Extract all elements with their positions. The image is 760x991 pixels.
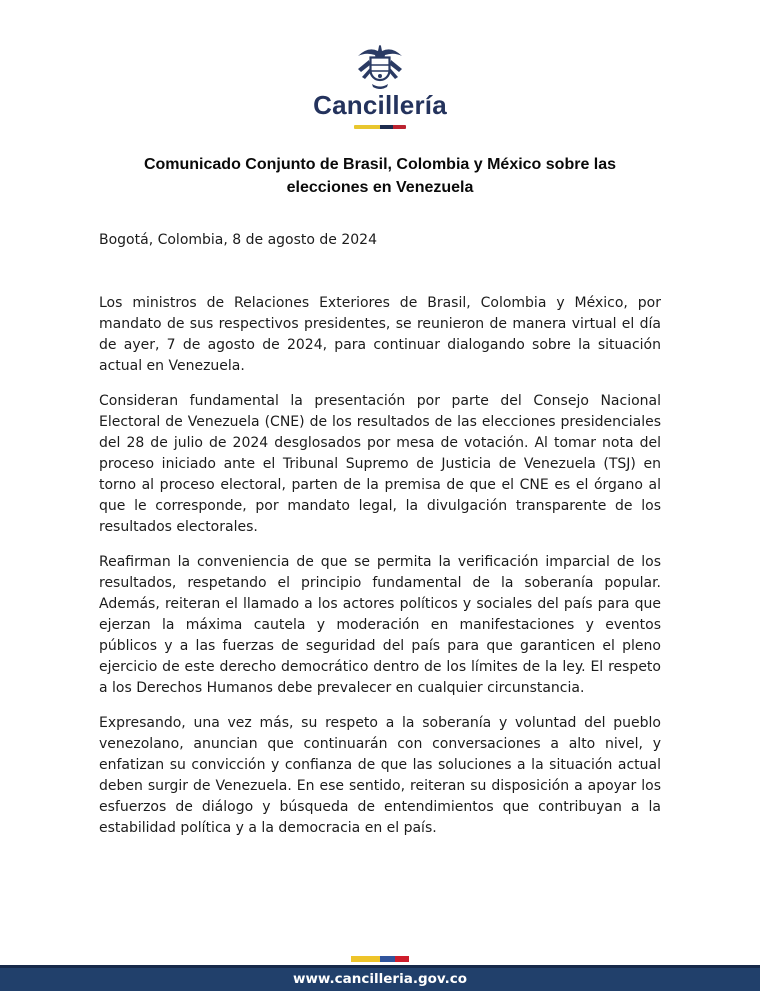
- letterhead: [0, 0, 760, 129]
- dateline: Bogotá, Colombia, 8 de agosto de 2024: [99, 232, 377, 248]
- colombia-coat-of-arms-icon: [0, 42, 760, 90]
- document-title-line2: elecciones en Venezuela: [286, 179, 474, 196]
- cancilleria-wordmark: Cancillería: [313, 90, 447, 120]
- flag-blue-segment: [380, 125, 393, 129]
- paragraph-1: Los ministros de Relaciones Exteriores de Brasil, Colombia y México, por mandato de sus respectivos presidentes, se reunieron de manera virtual el día de ayer, 7 de agosto de 2024, para continuar dialogando sobre la situación actual en Venezuela.: [99, 295, 661, 374]
- flag-red-segment: [393, 125, 406, 129]
- paragraph-3: Reafirman la conveniencia de que se permita la verificación imparcial de los resultados, respetando el principio fundamental de la soberanía popular. Además, reiteran el llamado a los actores políticos y sociales del país para que ejerzan la máxima cautela y moderación en manifestaciones y eventos públicos y a las fuerzas de seguridad del país para que garanticen el pleno ejercicio de este derecho democrático dentro de los límites de la ley. El respeto a los Derechos Humanos debe prevalecer en cualquier circunstancia.: [99, 554, 661, 696]
- flag-red-segment: [395, 956, 410, 962]
- colombia-flag-bar: [351, 956, 409, 962]
- website-url: www.cancilleria.gov.co: [292, 971, 467, 987]
- flag-blue-segment: [380, 956, 395, 962]
- flag-yellow-segment: [351, 956, 380, 962]
- document-title-line1: Comunicado Conjunto de Brasil, Colombia y México sobre las: [143, 156, 617, 173]
- flag-yellow-segment: [354, 125, 380, 129]
- paragraph-4: Expresando, una vez más, su respeto a la soberanía y voluntad del pueblo venezolano, anuncian que continuarán con conversaciones a alto nivel, y enfatizan su convicción y confianza de que las soluciones a la situación actual deben surgir de Venezuela. En ese sentido, reiteran su disposición a apoyar los esfuerzos de diálogo y búsqueda de entendimientos que contribuyan a la estabilidad política y a la democracia en el país.: [99, 715, 661, 836]
- footer-url-bar: [0, 965, 760, 991]
- colombia-flag-underline: [354, 125, 406, 129]
- document-title: [0, 153, 760, 199]
- paragraph-2: Consideran fundamental la presentación por parte del Consejo Nacional Electoral de Venezuela (CNE) de los resultados de las elecciones presidenciales del 28 de julio de 2024 desglosados por mesa de votación. Al tomar nota del proceso iniciado ante el Tribunal Supremo de Justicia de Venezuela (TSJ) en torno al proceso electoral, parten de la premisa de que el CNE es el órgano al que le corresponde, por mandato legal, la divulgación transparente de los resultados electorales.: [99, 393, 661, 535]
- document-body: [99, 230, 661, 839]
